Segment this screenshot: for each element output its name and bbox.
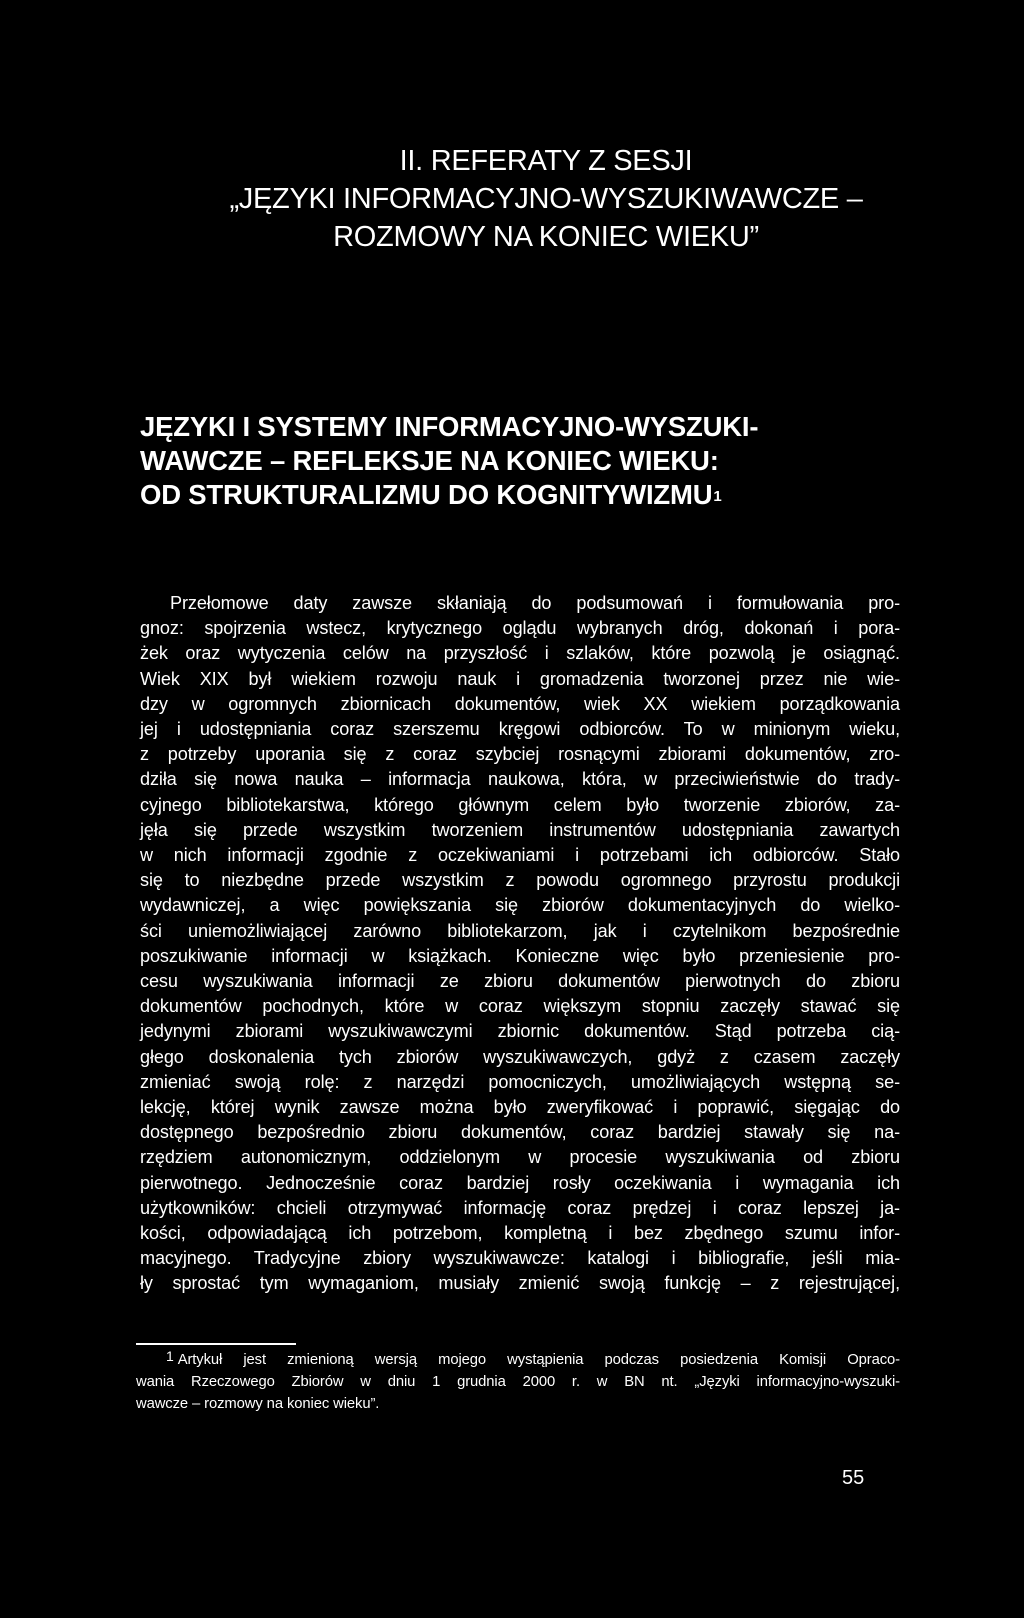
body-line: Wiek XIX był wiekiem rozwoju nauk i gromadzenia tworzonej przez nie wie-: [140, 668, 900, 689]
footnote-marker: 1: [166, 1348, 174, 1364]
section-heading-line: II. REFERATY Z SESJI: [399, 145, 693, 177]
body-line: pierwotnego. Jednocześnie coraz bardziej rosły oczekiwania i wymagania ich: [140, 1172, 900, 1193]
footnote: [136, 1348, 900, 1415]
body-line: się to niezbędne przede wszystkim z powodu ogromnego przyrostu produkcji: [140, 870, 900, 891]
article-title-line: [140, 478, 900, 512]
section-heading-line: ROZMOWY NA KONIEC WIEKU”: [333, 221, 759, 253]
body-line: cesu wyszukiwania informacji ze zbioru dokumentów pierwotnych do zbioru: [140, 971, 900, 992]
article-title: [140, 410, 900, 512]
body-line: z potrzeby uporania się z coraz szybciej rosnącymi zbiorami dokumentów, zro-: [140, 744, 900, 765]
body-line: wydawniczej, a więc powiększania się zbiorów dokumentacyjnych do wielko-: [140, 895, 900, 916]
body-line: poszukiwanie informacji w książkach. Konieczne więc było przeniesienie pro-: [140, 945, 900, 966]
footnote-text: Artykuł jest zmienioną wersją mojego wystąpienia podczas posiedzenia Komisji Opraco-: [177, 1352, 900, 1368]
article-title-line: JĘZYKI I SYSTEMY INFORMACYJNO-WYSZUKI-: [140, 411, 759, 442]
body-line: cyjnego bibliotekarstwa, którego głównym celem było tworzenie zbiorów, za-: [140, 794, 900, 815]
body-line: rzędziem autonomicznym, oddzielonym w procesie wyszukiwania od zbioru: [140, 1147, 900, 1168]
body-line: macyjnego. Tradycyjne zbiory wyszukiwawcze: katalogi i bibliografie, jeśli mia-: [140, 1248, 900, 1269]
body-line: jęła się przede wszystkim tworzeniem instrumentów udostępniania zawartych: [140, 819, 900, 840]
body-line: kości, odpowiadającą ich potrzebom, kompletną i bez zbędnego szumu infor-: [140, 1223, 900, 1244]
body-line: dzy w ogromnych zbiornicach dokumentów, wiek XX wiekiem porządkowania: [140, 693, 900, 714]
body-line: dokumentów pochodnych, które w coraz większym stopniu zaczęły stawać się: [140, 996, 900, 1017]
body-line: w nich informacji zgodnie z oczekiwaniami i potrzebami ich odbiorców. Stało: [140, 845, 900, 866]
body-line: użytkowników: chcieli otrzymywać informację coraz prędzej i coraz lepszej ja-: [140, 1197, 900, 1218]
footnote-line: [136, 1348, 900, 1371]
section-heading: [0, 142, 1024, 256]
body-line: lekcję, której wynik zawsze można było zweryfikować i poprawić, sięgając do: [140, 1097, 900, 1118]
section-heading-line: „JĘZYKI INFORMACYJNO-WYSZUKIWAWCZE –: [229, 183, 863, 215]
footnote-line: wania Rzeczowego Zbiorów w dniu 1 grudnia 2000 r. w BN nt. „Języki informacyjno-wyszuki-: [136, 1374, 900, 1390]
article-title-text: OD STRUKTURALIZMU DO KOGNITYWIZMU: [140, 479, 713, 510]
body-line: jej i udostępniania coraz szerszemu kręgowi odbiorców. To w minionym wieku,: [140, 719, 900, 740]
body-line: gnoz: spojrzenia wstecz, krytycznego oglądu wybranych dróg, dokonań i pora-: [140, 618, 900, 639]
body-line: jedynymi zbiorami wyszukiwawczymi zbiornic dokumentów. Stąd potrzeba cią-: [140, 1021, 900, 1042]
body-line: zmieniać swoją rolę: z narzędzi pomocniczych, umożliwiających wstępną se-: [140, 1071, 900, 1092]
body-line: ły sprostać tym wymaganiom, musiały zmienić swoją funkcję – z rejestrującej,: [140, 1273, 900, 1294]
body-line: Przełomowe daty zawsze skłaniają do podsumowań i formułowania pro-: [170, 593, 900, 613]
page-number: 55: [842, 1467, 865, 1489]
body-line: dziła się nowa nauka – informacja naukowa, która, w przeciwieństwie do trady-: [140, 769, 900, 790]
body-line: dostępnego bezpośrednio zbioru dokumentów, coraz bardziej stawały się na-: [140, 1122, 900, 1143]
footnote-divider: [136, 1343, 296, 1345]
body-line: żek oraz wytyczenia celów na przyszłość i szlaków, które pozwolą je osiągnąć.: [140, 643, 900, 664]
body-line: głego doskonalenia tych zbiorów wyszukiwawczych, gdyż z czasem zaczęły: [140, 1046, 900, 1067]
body-paragraph: [140, 591, 900, 1297]
footnote-line: wawcze – rozmowy na koniec wieku”.: [136, 1396, 380, 1412]
footnote-reference: 1: [713, 488, 722, 505]
article-title-line: WAWCZE – REFLEKSJE NA KONIEC WIEKU:: [140, 445, 719, 476]
body-line: ści uniemożliwiającej zarówno bibliotekarzom, jak i czytelnikom bezpośrednie: [140, 920, 900, 941]
